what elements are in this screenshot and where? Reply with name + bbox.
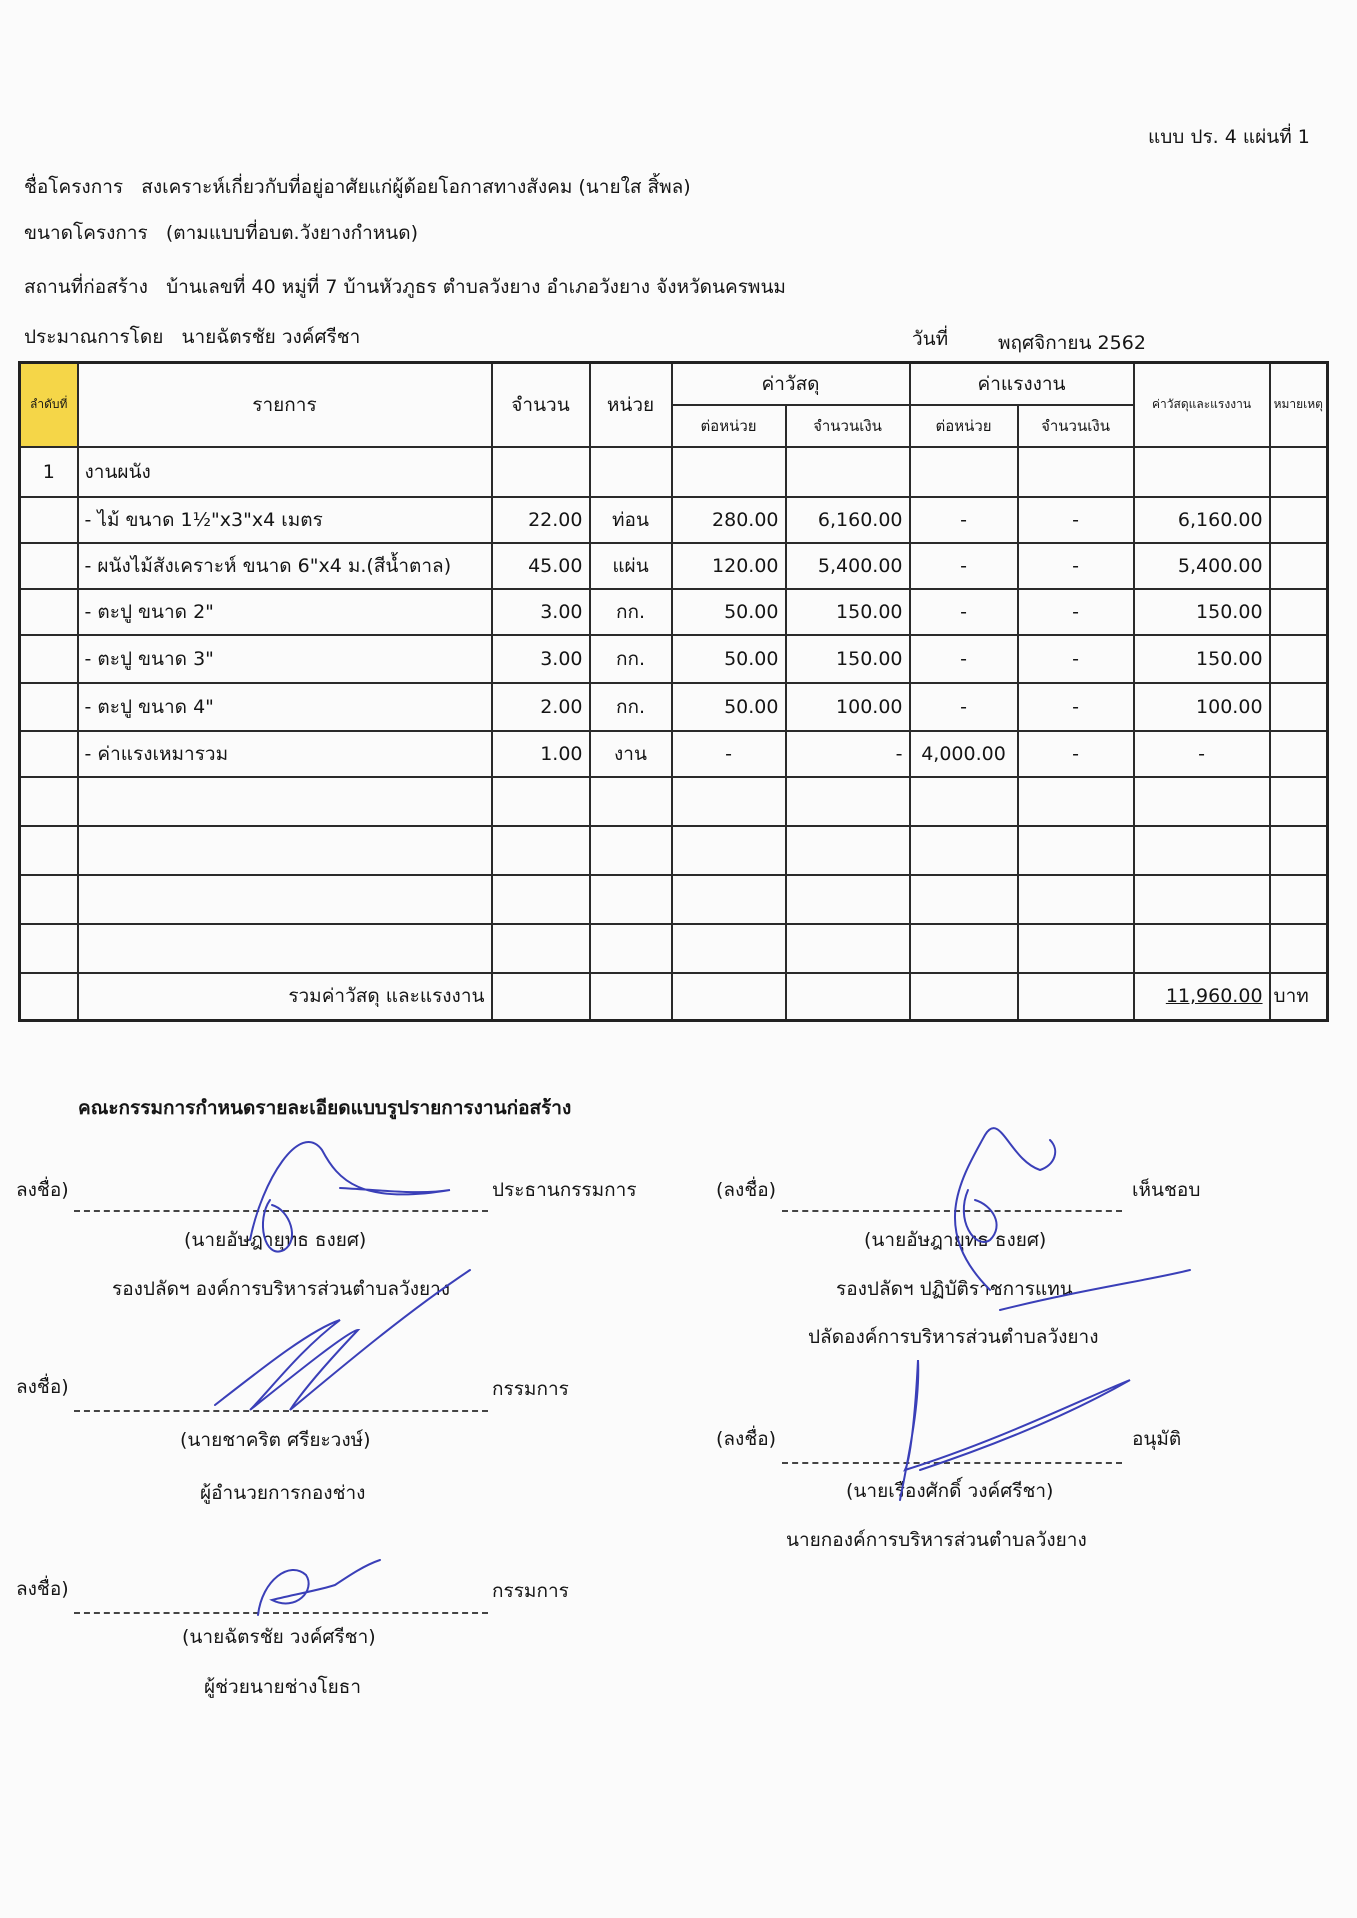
- item-total: 6,160.00: [1134, 497, 1270, 543]
- sum-value: 11,960.00: [1134, 973, 1270, 1021]
- item-unit: งาน: [590, 731, 672, 777]
- signer-position: ปลัดองค์การบริหารส่วนตำบลวังยาง: [808, 1326, 1099, 1348]
- date-value: พฤศจิกายน 2562: [998, 332, 1146, 354]
- col-total-header: ค่าวัสดุและแรงงาน: [1134, 363, 1270, 447]
- committee-title: คณะกรรมการกำหนดรายละเอียดแบบรูปรายการงานก่อสร้าง: [78, 1097, 572, 1119]
- item-lab-amt: -: [1018, 731, 1134, 777]
- date-label: วันที่: [912, 328, 949, 350]
- item-lab-unit: -: [910, 497, 1018, 543]
- size-label: ขนาดโครงการ: [24, 222, 148, 244]
- signer-position: รองปลัดฯ ปฏิบัติราชการแทน: [836, 1278, 1073, 1300]
- item-unit: กก.: [590, 635, 672, 683]
- col-lab-per-unit: ต่อหน่วย: [910, 405, 1018, 447]
- signer-role: เห็นชอบ: [1132, 1179, 1201, 1201]
- item-name: - ผนังไม้สังเคราะห์ ขนาด 6"x4 ม.(สีน้ำตาล): [78, 543, 492, 589]
- item-mat-amt: 150.00: [786, 635, 910, 683]
- item-name: - ค่าแรงเหมารวม: [78, 731, 492, 777]
- col-item-header: รายการ: [78, 363, 492, 447]
- item-qty: 45.00: [492, 543, 590, 589]
- item-lab-amt: -: [1018, 683, 1134, 731]
- col-no-header: ลำดับที่: [20, 363, 78, 447]
- item-qty: 1.00: [492, 731, 590, 777]
- signature-1b: [263, 1200, 292, 1252]
- col-labor-header: ค่าแรงงาน: [910, 363, 1134, 405]
- item-name: - ตะปู ขนาด 2": [78, 589, 492, 635]
- sign-label: (ลงชื่อ): [716, 1179, 777, 1201]
- size-value: (ตามแบบที่อบต.วังยางกำหนด): [165, 222, 419, 244]
- col-unit-header: หน่วย: [590, 363, 672, 447]
- item-qty: 3.00: [492, 635, 590, 683]
- sum-unit: บาท: [1270, 973, 1328, 1021]
- item-mat-amt: 100.00: [786, 683, 910, 731]
- signer-role: กรรมการ: [492, 1378, 569, 1400]
- item-total: -: [1134, 731, 1270, 777]
- signer-position: นายกองค์การบริหารส่วนตำบลวังยาง: [786, 1529, 1087, 1551]
- estimator-label: ประมาณการโดย: [24, 326, 164, 348]
- item-mat-unit: 120.00: [672, 543, 786, 589]
- sign-label: (ลงชื่อ): [716, 1428, 777, 1450]
- signer-name: (นายเรืองศักดิ์ วงค์ศรีชา): [846, 1480, 1054, 1502]
- item-mat-amt: -: [786, 731, 910, 777]
- section-title: งานผนัง: [78, 447, 492, 497]
- item-mat-unit: 50.00: [672, 683, 786, 731]
- signature-1: [250, 1142, 450, 1240]
- signer-name: (นายอัษฎายุทธ ธงยศ): [864, 1229, 1047, 1251]
- item-name: - ตะปู ขนาด 3": [78, 635, 492, 683]
- item-mat-amt: 5,400.00: [786, 543, 910, 589]
- item-qty: 2.00: [492, 683, 590, 731]
- item-lab-unit: -: [910, 635, 1018, 683]
- signer-position: ผู้อำนวยการกองช่าง: [200, 1482, 366, 1504]
- estimator-name: นายฉัตรชัย วงค์ศรีชา: [181, 326, 361, 348]
- item-lab-unit: -: [910, 543, 1018, 589]
- col-mat-amount: จำนวนเงิน: [786, 405, 910, 447]
- item-unit: ท่อน: [590, 497, 672, 543]
- sum-label: รวมค่าวัสดุ และแรงงาน: [78, 973, 492, 1021]
- section-no: 1: [20, 447, 78, 497]
- item-unit: กก.: [590, 683, 672, 731]
- signer-position: ผู้ช่วยนายช่างโยธา: [204, 1676, 362, 1698]
- site-label: สถานที่ก่อสร้าง: [24, 276, 148, 298]
- item-unit: แผ่น: [590, 543, 672, 589]
- item-unit: กก.: [590, 589, 672, 635]
- signature-3: [955, 1128, 1055, 1290]
- item-total: 100.00: [1134, 683, 1270, 731]
- project-name: สงเคราะห์เกี่ยวกับที่อยู่อาศัยแก่ผู้ด้อยโอกาสทางสังคม (นายใส สิ้พล): [141, 176, 691, 198]
- item-name: - ตะปู ขนาด 4": [78, 683, 492, 731]
- item-mat-unit: 50.00: [672, 635, 786, 683]
- item-lab-amt: -: [1018, 497, 1134, 543]
- signer-name: (นายฉัตรชัย วงค์ศรีชา): [182, 1626, 376, 1648]
- signer-role: กรรมการ: [492, 1580, 569, 1602]
- item-total: 150.00: [1134, 635, 1270, 683]
- col-lab-amount: จำนวนเงิน: [1018, 405, 1134, 447]
- signer-role: ประธานกรรมการ: [492, 1179, 637, 1201]
- signer-name: (นายอัษฎายุทธ ธงยศ): [184, 1229, 367, 1251]
- item-lab-unit: -: [910, 683, 1018, 731]
- signature-4: [900, 1360, 1130, 1500]
- form-id: แบบ ปร. 4 แผ่นที่ 1: [1148, 126, 1310, 148]
- signature-3b: [964, 1190, 997, 1242]
- col-material-header: ค่าวัสดุ: [672, 363, 910, 405]
- item-mat-unit: -: [672, 731, 786, 777]
- item-mat-unit: 280.00: [672, 497, 786, 543]
- item-mat-unit: 50.00: [672, 589, 786, 635]
- col-mat-per-unit: ต่อหน่วย: [672, 405, 786, 447]
- item-mat-amt: 150.00: [786, 589, 910, 635]
- project-label: ชื่อโครงการ: [24, 176, 124, 198]
- item-name: - ไม้ ขนาด 1½"x3"x4 เมตร: [78, 497, 492, 543]
- sign-label: ลงชื่อ): [16, 1578, 69, 1600]
- item-lab-unit: 4,000.00: [910, 731, 1018, 777]
- item-lab-amt: -: [1018, 635, 1134, 683]
- item-qty: 22.00: [492, 497, 590, 543]
- signature-5: [258, 1560, 380, 1615]
- item-mat-amt: 6,160.00: [786, 497, 910, 543]
- item-total: 150.00: [1134, 589, 1270, 635]
- col-qty-header: จำนวน: [492, 363, 590, 447]
- item-lab-amt: -: [1018, 543, 1134, 589]
- site-value: บ้านเลขที่ 40 หมู่ที่ 7 บ้านหัวภูธร ตำบลวังยาง อำเภอวังยาง จังหวัดนครพนม: [166, 276, 786, 298]
- sign-label: ลงชื่อ): [16, 1179, 69, 1201]
- signer-position: รองปลัดฯ องค์การบริหารส่วนตำบลวังยาง: [112, 1278, 451, 1300]
- sign-label: ลงชื่อ): [16, 1376, 69, 1398]
- signature-2: [215, 1270, 470, 1410]
- item-lab-amt: -: [1018, 589, 1134, 635]
- signature-4b: [1000, 1270, 1190, 1310]
- item-total: 5,400.00: [1134, 543, 1270, 589]
- item-qty: 3.00: [492, 589, 590, 635]
- item-lab-unit: -: [910, 589, 1018, 635]
- signer-name: (นายชาคริต ศรียะวงษ์): [180, 1429, 371, 1451]
- signer-role: อนุมัติ: [1132, 1428, 1182, 1450]
- col-note-header: หมายเหตุ: [1270, 363, 1328, 447]
